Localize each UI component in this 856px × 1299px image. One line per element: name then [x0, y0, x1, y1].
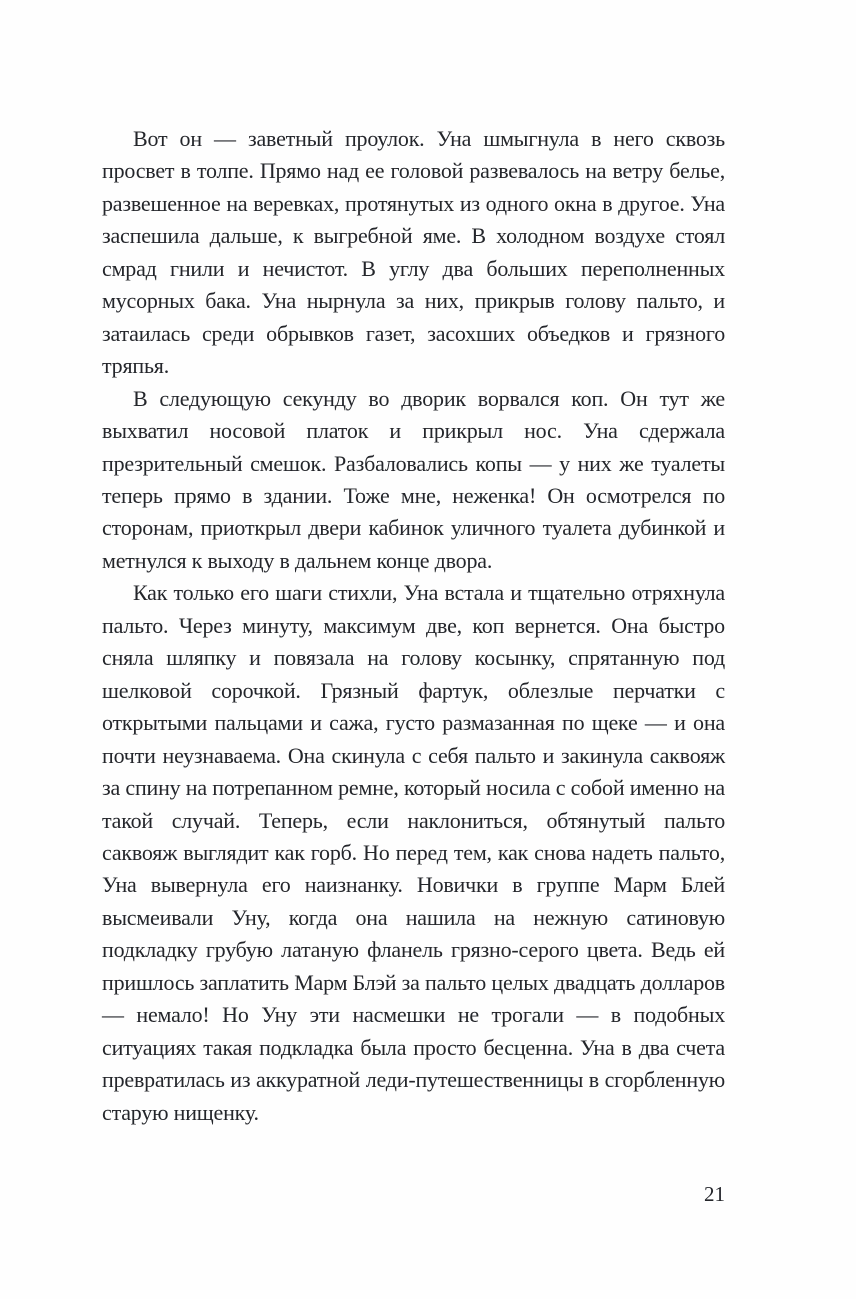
paragraph: В следующую секунду во дворик ворвался коп. Он тут же выхватил носовой платок и прикрыл нос. Уна сдержала презрительный смешок. Разбаловались копы — у них же туалеты теперь прямо в здании. Тоже мне, неженка! Он осмотрелся по сторонам, приоткрыл двери кабинок уличного туалета дубинкой и метнулся к выходу в дальнем конце двора. [102, 385, 725, 573]
page-text [102, 123, 725, 1129]
paragraph: Как только его шаги стихли, Уна встала и тщательно отряхнула пальто. Через минуту, максимум две, коп вернется. Она быстро сняла шляпку и повязала на голову косынку, спрятанную под шелковой сорочкой. Грязный фартук, облезлые перчатки с открытыми пальцами и сажа, густо размазанная по щеке — и она почти неузнаваема. Она скинула с себя пальто и закинула саквояж за спину на потрепанном ремне, который носила с собой именно на такой случай. Теперь, если наклониться, обтянутый пальто саквояж выглядит как горб. Но перед тем, как снова надеть пальто, Уна вывернула его наизнанку. Новички в группе Марм Блей высмеивали Уну, когда она нашила на нежную сатиновую подкладку грубую латаную фланель грязно-серого цвета. Ведь ей пришлось заплатить Марм Блэй за пальто целых двадцать долларов — немало! Но Уну эти насмешки не трогали — в подобных ситуациях такая подкладка была просто бесценна. Уна в два счета превратилась из аккуратной леди-путешественницы в сгорбленную старую нищенку. [102, 580, 725, 1125]
paragraph: Вот он — заветный проулок. Уна шмыгнула в него сквозь просвет в толпе. Прямо над ее головой развевалось на ветру белье, развешенное на веревках, протянутых из одного окна в другое. Уна заспешила дальше, к выгребной яме. В холодном воздухе стоял смрад гнили и нечистот. В углу два больших переполненных мусорных бака. Уна нырнула за них, прикрыв голову пальто, и затаилась среди обрывков газет, засохших объедков и грязного тряпья. [102, 126, 725, 379]
page-number: 21 [704, 1182, 725, 1206]
